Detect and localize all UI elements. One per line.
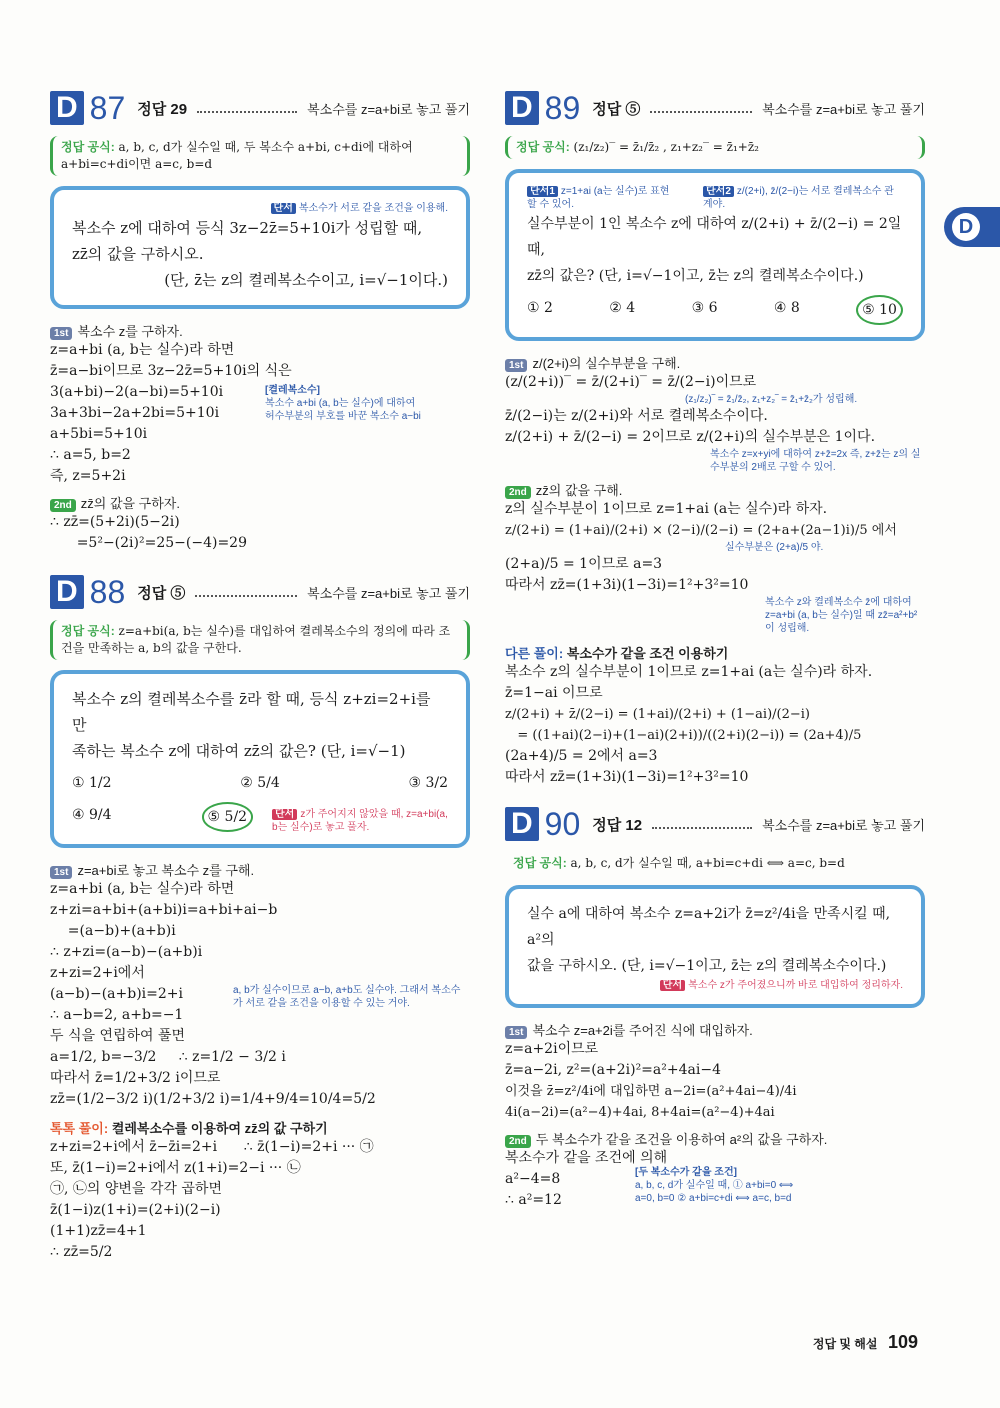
q88-note-row <box>50 984 470 1026</box>
q89-step2 <box>505 480 925 499</box>
q90-problem-line1: 실수 a에 대하여 복소수 z=a+2i가 z̄=z²/4i을 만족시킬 때, a²의 <box>527 906 891 948</box>
solution-line: z+zi=2+i에서 z̄−z̄i=2+i ∴ z̄(1−i)=2+i ··· ㉠ <box>50 1139 374 1155</box>
q88-answer: 정답 ⑤ <box>137 584 186 602</box>
choice-1[interactable]: ① 2 <box>527 300 553 316</box>
solution-line: ∴ z+zi=(a−b)−(a+b)i <box>50 944 203 960</box>
q89-problem-line2: zz̄의 값은? (단, i=√−1이고, z̄는 z의 켤레복소수이다.) <box>527 268 864 284</box>
q88-hint-tag: 단서 <box>272 809 297 820</box>
solution-line: a=1/2, b=−3/2 ∴ z=1/2 − 3/2 i <box>50 1049 286 1065</box>
choice-5-correct[interactable]: ⑤ 10 <box>856 295 903 325</box>
q89-alt-heading <box>505 643 925 662</box>
q89-alt-title: 복소수가 같을 조건 이용하기 <box>566 646 729 661</box>
choice-5-correct[interactable]: ⑤ 5/2 <box>202 802 254 832</box>
left-column <box>50 88 470 1263</box>
q88-note-row-lines <box>50 984 225 1026</box>
q89-number: 89 <box>544 89 581 126</box>
q89-note4: 복소수 z와 켤레복소수 z̄에 대하여 z=a+bi (a, b는 실수)일 때 zz̄=a²+b²이 성립해. <box>765 597 918 634</box>
q90-formula-text: a, b, c, d가 실수일 때, a+bi=c+di ⟺ a=c, b=d <box>570 856 845 870</box>
q90-step1 <box>505 1020 925 1039</box>
solution-line: z+zi=a+bi+(a+bi)i=a+bi+ai−b <box>50 902 278 918</box>
solution-line: 따라서 z̄=1/2+3/2 i이므로 <box>50 1070 221 1086</box>
side-tab-label: D <box>952 213 980 241</box>
solution-line: 3(a+bi)−2(a−bi)=5+10i <box>50 384 224 400</box>
solution-line: z/(2+i) + z̄/(2−i) = (1+ai)/(2+i) + (1−ai)/(2−i) <box>505 707 810 722</box>
solution-line: 두 식을 연립하여 풀면 <box>50 1028 186 1044</box>
solution-line: 복소수 z의 실수부분이 1이므로 z=1+ai (a는 실수)라 하자. <box>505 664 873 680</box>
solution-line: (1+1)zz̄=4+1 <box>50 1223 147 1239</box>
solution-line: 또, z̄(1−i)=2+i에서 z(1+i)=2−i ··· ㉡ <box>50 1160 301 1176</box>
q87-step2 <box>50 493 470 512</box>
q89-hints <box>527 185 903 211</box>
q88-alt-title: 켤레복소수를 이용하여 zz̄의 값 구하기 <box>111 1121 328 1136</box>
q88-formula-label: 정답 공식: <box>61 624 115 638</box>
q87-number: 87 <box>89 89 126 126</box>
solution-line: z=a+bi (a, b는 실수)라 하면 <box>50 881 235 897</box>
q88-badge: D <box>50 575 84 609</box>
solution-line: 복소수가 같을 조건에 의해 <box>505 1150 668 1166</box>
q90-work2 <box>505 1148 925 1211</box>
q90-step2-badge: 2nd <box>505 1135 531 1148</box>
q87-problem-box <box>50 186 470 309</box>
q89-hint1-tag: 단서1 <box>527 186 558 197</box>
q88-header <box>50 572 470 612</box>
q90-step2 <box>505 1129 925 1148</box>
q90-number: 90 <box>544 805 581 842</box>
solution-line: z̄(1−i)z(1+i)=(2+i)(2−i) <box>50 1202 221 1218</box>
q88-choices-row1 <box>72 770 448 796</box>
solution-line: = ((1+ai)(2−i)+(1−ai)(2+i))/((2+i)(2−i)) = (2a+4)/5 <box>505 728 862 743</box>
q87-leader <box>197 111 297 113</box>
q87-badge: D <box>50 91 84 125</box>
q90-hint-tag: 단서 <box>660 980 685 991</box>
solution-line: ∴ a=5, b=2 <box>50 447 131 463</box>
solution-line: z/(2+i) = (1+ai)/(2+i) × (2−i)/(2−i) = (2+a+(2a−1)i)/5 에서 <box>505 523 897 538</box>
q90-hint-text: 복소수 z가 주어졌으니까 바로 대입하여 정리하자. <box>688 980 903 991</box>
choice-3[interactable]: ③ 3/2 <box>408 775 448 791</box>
q87-hint-text: 복소수가 서로 같을 조건을 이용해. <box>298 203 448 214</box>
q88-problem-box <box>50 670 470 848</box>
q88-formula <box>50 620 470 660</box>
q90-note1-title: [두 복소수가 같을 조건] <box>635 1167 737 1178</box>
q89-topic: 복소수를 z=a+bi로 놓고 풀기 <box>762 101 925 117</box>
q90-problem-box <box>505 885 925 1008</box>
solution-line: z의 실수부분이 1이므로 z=1+ai (a는 실수)라 하자. <box>505 501 828 517</box>
q87-formula-label: 정답 공식: <box>61 140 115 154</box>
q89-hint2 <box>703 185 903 211</box>
page-number: 109 <box>887 1332 918 1352</box>
q87-hint <box>72 202 448 215</box>
solution-line: z=a+2i이므로 <box>505 1041 599 1057</box>
q88-topic: 복소수를 z=a+bi로 놓고 풀기 <box>307 585 470 601</box>
q87-step2-text: zz̄의 값을 구하자. <box>80 496 180 511</box>
q88-formula-text: z=a+bi(a, b는 실수)를 대입하여 켤레복소수의 정의에 따라 조건을 만족하는 a, b의 값을 구한다. <box>61 624 451 655</box>
q88-step1-badge: 1st <box>50 866 72 879</box>
q87-step2-badge: 2nd <box>50 499 76 512</box>
solution-line: ∴ a−b=2, a+b=−1 <box>50 1007 184 1023</box>
q88-note1: a, b가 실수이므로 a−b, a+b도 실수야. 그래서 복소수가 서로 같을 조건을 이용할 수 있는 거야. <box>233 985 461 1009</box>
q87-note1-title: [켤레복소수] <box>265 385 320 396</box>
q90-leader <box>652 827 752 829</box>
q90-work2-lines <box>505 1148 668 1211</box>
q89-alt-label: 다른 풀이: <box>505 646 564 661</box>
q87-step1-badge: 1st <box>50 327 72 340</box>
q87-problem-line3: (단, z̄는 z의 켤레복소수이고, i=√−1이다.) <box>164 271 448 289</box>
choice-3[interactable]: ③ 6 <box>691 300 718 316</box>
q89-formula-label: 정답 공식: <box>516 140 570 154</box>
q89-note3: 실수부분은 (2+a)/5 야. <box>725 542 824 553</box>
q90-header <box>505 804 925 844</box>
q89-step1 <box>505 353 925 372</box>
q89-formula <box>505 136 925 159</box>
q88-number: 88 <box>89 573 126 610</box>
q89-formula-text: (z₁/z₂)‾ = z̄₁/z̄₂ , z₁+z₂‾ = z̄₁+z̄₂ <box>573 140 759 154</box>
q90-answer: 정답 12 <box>592 816 643 834</box>
q88-alt-heading <box>50 1118 470 1137</box>
solution-line: z̄=1−ai 이므로 <box>505 685 603 701</box>
solution-line: z=a+bi (a, b는 실수)라 하면 <box>50 342 235 358</box>
q87-problem-line2: zz̄의 값을 구하시오. <box>72 245 204 263</box>
solution-line: a²−4=8 <box>505 1171 561 1187</box>
q87-header <box>50 88 470 128</box>
q90-badge: D <box>505 807 539 841</box>
q88-problem-line2: 족하는 복소수 z에 대하여 zz̄의 값은? (단, i=√−1) <box>72 742 406 760</box>
q90-problem-line2: 값을 구하시오. (단, i=√−1이고, z̄는 z의 켤레복소수이다.) <box>527 958 887 974</box>
right-column <box>505 88 925 1211</box>
solution-line: ∴ a²=12 <box>505 1192 562 1208</box>
q87-note1 <box>265 384 425 487</box>
q90-formula-label: 정답 공식: <box>513 856 567 870</box>
q90-note1-text: a, b, c, d가 실수일 때, ① a+bi=0 ⟺ a=0, b=0 ② a+bi=c+di ⟺ a=c, b=d <box>635 1180 794 1204</box>
q90-topic: 복소수를 z=a+bi로 놓고 풀기 <box>762 817 925 833</box>
page-footer <box>813 1332 918 1353</box>
solution-line: 즉, z=5+2i <box>50 468 126 484</box>
solution-line: ∴ zz̄=(5+2i)(5−2i) <box>50 514 180 530</box>
solution-line: ㉠, ㉡의 양변을 각각 곱하면 <box>50 1181 222 1197</box>
q89-leader <box>650 111 752 113</box>
q87-note1-text: 복소수 a+bi (a, b는 실수)에 대하여 허수부분의 부호를 바꾼 복소수 a−bi <box>265 398 421 422</box>
q89-header <box>505 88 925 128</box>
solution-line: 3a+3bi−2a+2bi=5+10i <box>50 405 220 421</box>
q90-step1-badge: 1st <box>505 1026 527 1039</box>
q87-hint-tag: 단서 <box>271 203 296 214</box>
solution-line: (a−b)−(a+b)i=2+i <box>50 986 183 1002</box>
q89-note2: 복소수 z=x+yi에 대하여 z+z̄=2x 즉, z+z̄는 z의 실수부분의 2배로 구할 수 있어. <box>710 449 921 473</box>
solution-line: z/(2+i) + z̄/(2−i) = 2이므로 z/(2+i)의 실수부분은 1이다. <box>505 429 876 445</box>
solution-line: z̄=a−bi이므로 3z−2z̄=5+10i의 식은 <box>50 363 292 379</box>
solution-line: =5²−(2i)²=25−(−4)=29 <box>50 535 247 551</box>
q87-answer: 정답 29 <box>137 100 188 118</box>
q89-choices <box>527 295 903 325</box>
q89-hint1-text: z=1+ai (a는 실수)로 표현할 수 있어. <box>527 186 670 210</box>
solution-line: (2a+4)/5 = 2에서 a=3 <box>505 748 658 764</box>
q89-hint2-text: z/(2+i), z̄/(2−i)는 서로 켤레복소수 관계야. <box>703 186 894 210</box>
solution-line: z̄=a−2i, z²=(a+2i)²=a²+4ai−4 <box>505 1062 721 1078</box>
q87-work1-lines <box>50 340 292 487</box>
solution-line: 4i(a−2i)=(a²−4)+4ai, 8+4ai=(a²−4)+4ai <box>505 1105 775 1120</box>
solution-line: 따라서 zz̄=(1+3i)(1−3i)=1²+3²=10 <box>505 769 749 785</box>
q87-work1 <box>50 340 470 487</box>
q89-hint2-tag: 단서2 <box>703 186 734 197</box>
q89-note1: (z₁/z₂)‾ = z̄₁/z̄₂, z₁+z₂‾ = z̄₁+z̄₂가 성립해. <box>685 394 858 405</box>
q89-step2-text: zz̄의 값을 구해. <box>535 483 623 498</box>
solution-line: 따라서 zz̄=(1+3i)(1−3i)=1²+3²=10 <box>505 577 749 593</box>
q87-step1 <box>50 321 470 340</box>
choice-4[interactable]: ④ 8 <box>773 300 800 316</box>
q88-leader <box>195 595 297 597</box>
footer-label: 정답 및 해설 <box>812 1337 878 1351</box>
q88-step1-text: z=a+bi로 놓고 복소수 z를 구해. <box>77 863 255 878</box>
q88-hint-text: z가 주어지지 않았을 때, z=a+bi(a, b는 실수)로 놓고 풀자. <box>272 809 448 833</box>
q90-formula <box>505 852 925 875</box>
q89-badge: D <box>505 91 539 125</box>
q87-formula-text: a, b, c, d가 실수일 때, 두 복소수 a+bi, c+di에 대하여 a+bi=c+di이면 a=c, b=d <box>61 140 413 171</box>
solution-line: z̄/(2−i)는 z/(2+i)와 서로 켤레복소수이다. <box>505 408 768 424</box>
q90-step1-text: 복소수 z=a+2i를 주어진 식에 대입하자. <box>532 1023 753 1038</box>
q90-step2-text: 두 복소수가 같을 조건을 이용하여 a²의 값을 구하자. <box>535 1132 828 1147</box>
q87-topic: 복소수를 z=a+bi로 놓고 풀기 <box>307 101 470 117</box>
solution-line: 이것을 z̄=z²/4i에 대입하면 a−2i=(a²+4ai−4)/4i <box>505 1084 797 1099</box>
choice-2[interactable]: ② 5/4 <box>240 775 280 791</box>
solution-line: (2+a)/5 = 1이므로 a=3 <box>505 556 663 572</box>
choice-2[interactable]: ② 4 <box>609 300 636 316</box>
q89-problem-line1: 실수부분이 1인 복소수 z에 대하여 z/(2+i) + z̄/(2−i) = 2일 때, <box>527 216 902 258</box>
q89-hint1 <box>527 185 677 211</box>
q88-alt-label: 톡톡 풀이: <box>50 1121 109 1136</box>
q89-answer: 정답 ⑤ <box>592 100 641 118</box>
q87-step1-text: 복소수 z를 구하자. <box>77 324 183 339</box>
solution-line: =(a−b)+(a+b)i <box>50 923 176 939</box>
choice-1[interactable]: ① 1/2 <box>72 775 112 791</box>
choice-4[interactable]: ④ 9/4 <box>72 807 112 823</box>
solution-line: (z/(2+i))‾ = z̄/(2+i)‾ = z̄/(2−i)이므로 <box>505 374 757 390</box>
solution-line: zz̄=(1/2−3/2 i)(1/2+3/2 i)=1/4+9/4=10/4=5/2 <box>50 1091 376 1107</box>
q90-note1 <box>635 1166 805 1211</box>
q87-formula <box>50 136 470 176</box>
q87-problem-line1: 복소수 z에 대하여 등식 3z−2z̄=5+10i가 성립할 때, <box>72 219 423 237</box>
q90-hint <box>527 979 903 992</box>
solution-line: a+5bi=5+10i <box>50 426 148 442</box>
q88-problem-line1: 복소수 z의 켤레복소수를 z̄라 할 때, 등식 z+zi=2+i를 만 <box>72 690 431 734</box>
section-side-tab[interactable] <box>944 207 1000 247</box>
solution-line: z+zi=2+i에서 <box>50 965 145 981</box>
q89-step2-badge: 2nd <box>505 486 531 499</box>
q88-hint <box>272 808 452 834</box>
q89-step1-text: z/(2+i)의 실수부분을 구해. <box>532 356 681 371</box>
q89-problem-box <box>505 169 925 341</box>
q88-step1 <box>50 860 470 879</box>
q89-step1-badge: 1st <box>505 359 527 372</box>
solution-line: ∴ zz̄=5/2 <box>50 1244 113 1260</box>
